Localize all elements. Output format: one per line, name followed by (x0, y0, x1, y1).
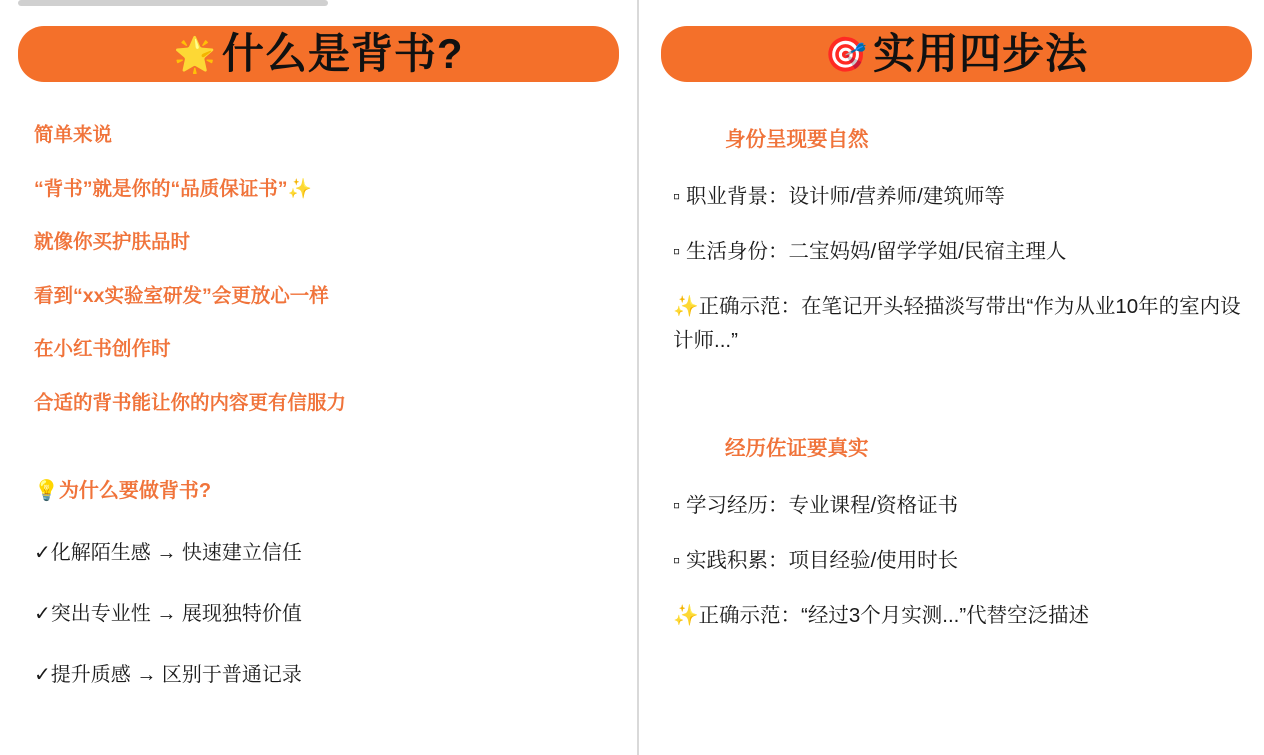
left-check-1: ✓化解陌生感 → 快速建立信任 (34, 542, 302, 564)
top-scroll-bar (18, 0, 328, 6)
right-section-1-item-2: ▫ 生活身份：二宝妈妈/留学学姐/民宿主理人 (673, 240, 1067, 264)
right-section-1-heading: 身份呈现要自然 (725, 128, 869, 151)
left-line-3: 就像你买护肤品时 (34, 231, 191, 253)
right-section-1-item-3: ✨正确示范：在笔记开头轻描淡写带出“作为从业10年的室内设计师...” (673, 295, 1241, 352)
right-content (639, 82, 1264, 632)
right-section-2-item-2: ▫ 实践积累：项目经验/使用时长 (673, 549, 959, 573)
right-section-2-item-3: ✨正确示范：“经过3个月实测...”代替空泛描述 (673, 604, 1090, 628)
left-check-2: ✓突出专业性 → 展现独特价值 (34, 603, 302, 625)
right-section-2-item-1: ▫ 学习经历：专业课程/资格证书 (673, 493, 959, 517)
left-check-3: ✓提升质感 → 区别于普通记录 (34, 664, 302, 686)
left-banner-title: 什么是背书? (221, 30, 464, 77)
star-icon: 🌟 (173, 36, 216, 74)
left-section-spacer (34, 446, 607, 474)
left-line-4: 看到“xx实验室研发”会更放心一样 (34, 284, 329, 307)
right-banner-title: 实用四步法 (873, 30, 1089, 77)
right-section-2-heading: 经历佐证要真实 (725, 436, 869, 460)
left-line-1: 简单来说 (34, 124, 113, 146)
left-banner (18, 26, 619, 82)
left-content (0, 82, 637, 687)
left-subheading: 💡为什么要做背书? (34, 480, 212, 502)
right-section-spacer (669, 379, 1250, 431)
target-icon: 🎯 (824, 36, 868, 74)
left-line-5: 在小红书创作时 (34, 338, 171, 360)
right-section-1-item-1: ▫ 职业背景：设计师/营养师/建筑师等 (673, 185, 1005, 208)
left-line-2: “背书”就是你的“品质保证书”✨ (34, 177, 312, 200)
right-banner (661, 26, 1252, 82)
right-column (639, 0, 1264, 755)
left-line-6: 合适的背书能让你的内容更有信服力 (34, 391, 347, 414)
